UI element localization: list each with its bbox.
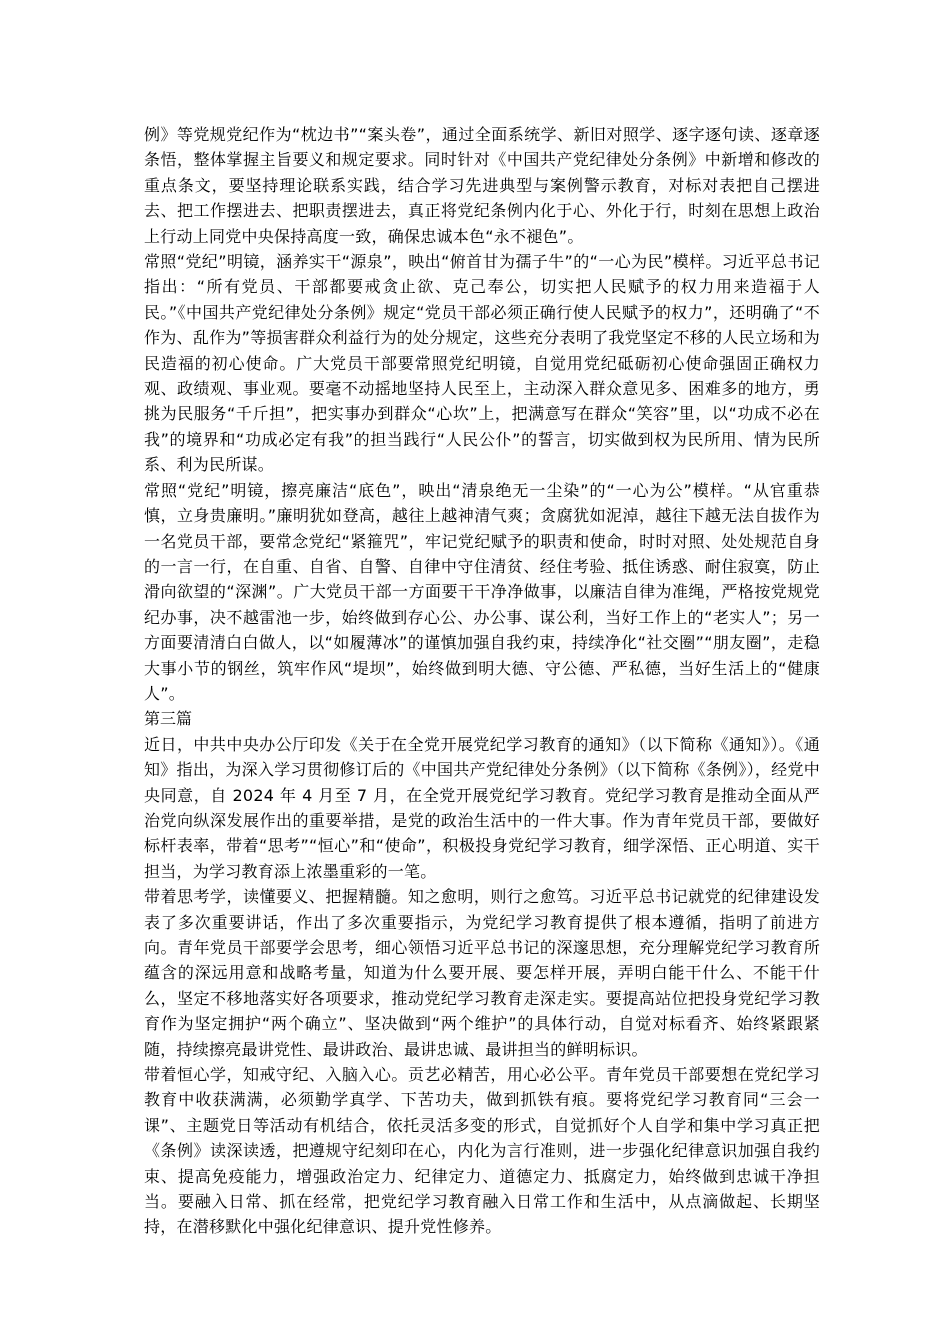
paragraph-6: 带着恒心学，知戒守纪、入脑入心。贡艺必精苦，用心必公平。青年党员干部要想在党纪学习教育中收获满满，必须勤学真学、下苦功夫，做到抓铁有痕。要将党纪学习教育同“三会一课”、主题党日等活动有机结合，依托灵活多变的形式，自觉抓好个人自学和集中学习真正把《条例》读深读透，把遵规守纪刻印在心，内化为言行准则，进一步强化纪律意识加强自我约束、提高免疫能力，增强政治定力、纪律定力、道德定力、抵腐定力，始终做到忠诚干净担当。要融入日常、抓在经常，把党纪学习教育融入日常工作和生活中，从点滴做起、长期坚持，在潜移默化中强化纪律意识、提升党性修养。 (144, 1065, 820, 1237)
paragraph-1: 例》等党规党纪作为“枕边书”“案头卷”，通过全面系统学、新旧对照学、逐字逐句读、逐章逐条悟，整体掌握主旨要义和规定要求。同时针对《中国共产党纪律处分条例》中新增和修改的重点条文，要坚持理论联系实践，结合学习先进典型与案例警示教育，对标对表把自己摆进去、把工作摆进去、把职责摆进去，真正将党纪条例内化于心、外化于行，时刻在思想上政治上行动上同党中央保持高度一致，确保忠诚本色“永不褪色”。 (144, 125, 820, 246)
paragraph-5: 带着思考学，读懂要义、把握精髓。知之愈明，则行之愈笃。习近平总书记就党的纪律建设发表了多次重要讲话，作出了多次重要指示，为党纪学习教育提供了根本遵循，指明了前进方向。青年党员干部要学会思考，细心领悟习近平总书记的深邃思想，充分理解党纪学习教育所蕴含的深远用意和战略考量，知道为什么要开展、要怎样开展，弄明白能干什么、不能干什么，坚定不移地落实好各项要求，推动党纪学习教育走深走实。要提高站位把投身党纪学习教育作为坚定拥护“两个确立”、坚决做到“两个维护”的具体行动，自觉对标看齐、始终紧跟紧随，持续擦亮最讲党性、最讲政治、最讲忠诚、最讲担当的鲜明标识。 (144, 887, 820, 1059)
document-body (144, 122, 820, 1240)
paragraph-4: 近日，中共中央办公厅印发《关于在全党开展党纪学习教育的通知》（以下简称《通知》）。《通知》指出，为深入学习贯彻修订后的《中国共产党纪律处分条例》（以下简称《条例》），经党中央同意，自 2024 年 4 月至 7 月，在全党开展党纪学习教育。党纪学习教育是推动全面从严治党向纵深发展作出的重要举措，是党的政治生活中的一件大事。作为青年党员干部，要做好标杆表率，带着“思考”“恒心”和“使命”，积极投身党纪学习教育，细学深悟、正心明道、实干担当，为学习教育添上浓墨重彩的一笔。 (144, 734, 820, 881)
paragraph-3: 常照“党纪”明镜，擦亮廉洁“底色”，映出“清泉绝无一尘染”的“一心为公”模样。“从官重恭慎，立身贵廉明。”廉明犹如登高，越往上越神清气爽；贪腐犹如泥淖，越往下越无法自拔作为一名党员干部，要常念党纪“紧箍咒”，牢记党纪赋予的职责和使命，时时对照、处处规范自身的一言一行，在自重、自省、自警、自律中守住清贫、经住考验、抵住诱惑、耐住寂寞，防止滑向欲望的“深渊”。广大党员干部一方面要干干净净做事，以廉洁自律为准绳，严格按党规党纪办事，决不越雷池一步，始终做到存心公、办公事、谋公利，当好工作上的“老实人”；另一方面要清清白白做人，以“如履薄冰”的谨慎加强自我约束，持续净化“社交圈”“朋友圈”，走稳大事小节的钢丝，筑牢作风“堤坝”，始终做到明大德、守公德、严私德，当好生活上的“健康人”。 (144, 480, 820, 703)
section-heading: 第三篇 (144, 709, 193, 729)
paragraph-2: 常照“党纪”明镜，涵养实干“源泉”，映出“俯首甘为孺子牛”的“一心为民”模样。习近平总书记指出：“所有党员、干部都要戒贪止欲、克己奉公，切实把人民赋予的权力用来造福于人民。”《中国共产党纪律处分条例》规定“党员干部必须正确行使人民赋予的权力”，还明确了“不作为、乱作为”等损害群众利益行为的处分规定，这些充分表明了我党坚定不移的人民立场和为民造福的初心使命。广大党员干部要常照党纪明镜，自觉用党纪砥砺初心使命强固正确权力观、政绩观、事业观。要毫不动摇地坚持人民至上，主动深入群众意见多、困难多的地方，勇挑为民服务“千斤担”，把实事办到群众“心坎”上，把满意写在群众“笑容”里，以“功成不必在我”的境界和“功成必定有我”的担当践行“人民公仆”的誓言，切实做到权为民所用、情为民所系、利为民所谋。 (144, 252, 820, 475)
